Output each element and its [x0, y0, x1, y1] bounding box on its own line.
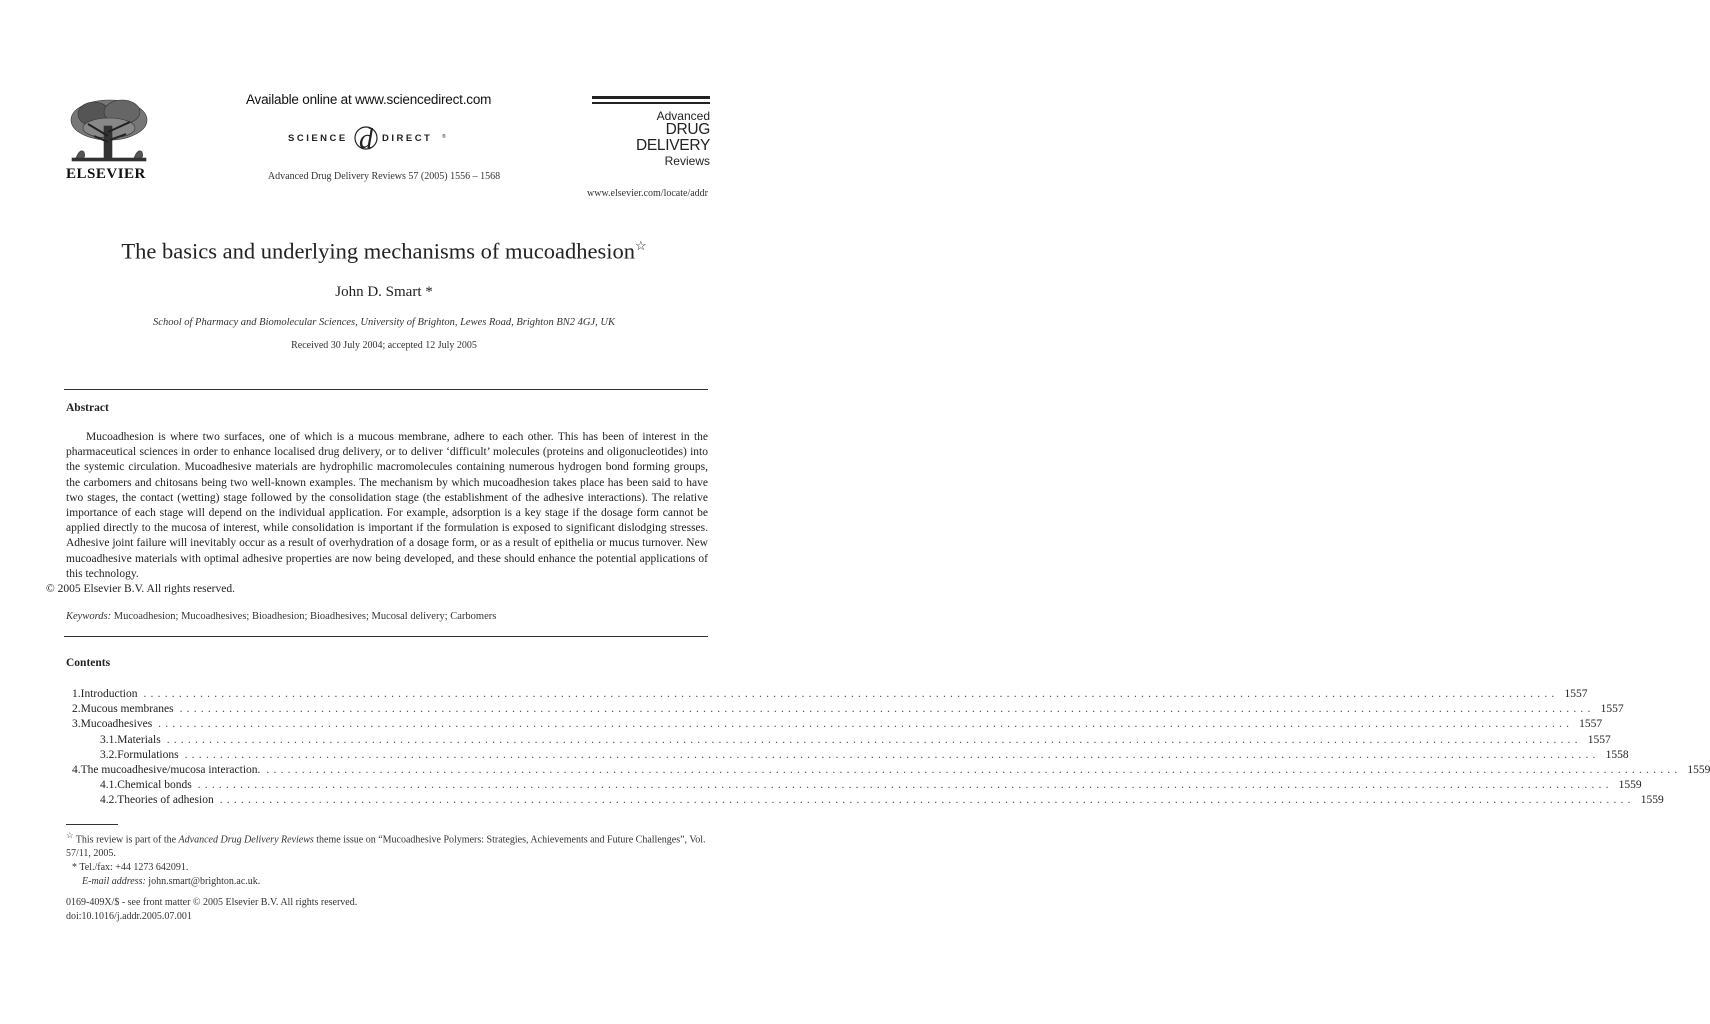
- toc-page-number: 1557: [1600, 703, 1624, 716]
- toc-row[interactable]: [72, 763, 1710, 778]
- keywords-list: Mucoadhesion; Mucoadhesives; Bioadhesion; Bioadhesives; Mucosal delivery; Carbomers: [113, 611, 497, 622]
- logo-bar: [592, 102, 710, 104]
- available-online-text: Available online at www.sciencedirect.com: [246, 92, 492, 107]
- footnote-star-mark: ☆: [66, 831, 74, 840]
- sd-logo-mark: d: [359, 124, 373, 155]
- toc-leader-dots: ........................................................................................................................................................................................................: [219, 794, 1635, 807]
- journal-logo-text: [592, 110, 710, 168]
- logo-bar: [592, 96, 710, 99]
- footnote-corresponding: [66, 861, 708, 875]
- sd-logo-direct: DIRECT: [382, 133, 433, 144]
- toc-row[interactable]: [72, 687, 1588, 702]
- toc-page-number: 1557: [1564, 688, 1588, 700]
- toc-number: 4.1.: [100, 779, 118, 792]
- email-label: E-mail address:: [82, 876, 146, 888]
- article-title: [0, 238, 768, 265]
- journal-logo-line1: Advanced: [656, 108, 710, 123]
- footnote-review-pre: This review is part of the: [75, 834, 177, 846]
- footnote-corr-mark: *: [72, 862, 77, 874]
- toc-leader-dots: ........................................................................................................................................................................................................: [266, 763, 1682, 776]
- abstract-text: Mucoadhesion is where two surfaces, one of which is a mucous membrane, adhere to each other. This has been of interest in the pharmaceutical sciences in order to enhance localised drug delivery, or to deliver ‘difficult’ molecules (proteins and oligonucleotides) into the systemic circulation. Mucoadhesive materials are hydrophilic macromolecules containing numerous hydrogen bond forming groups, the carbomers and chitosans being two well-known examples. The mechanism by which mucoadhesion takes place has been said to have two stages, the contact (wetting) stage followed by the consolidation stage (the establishment of the adhesive interactions). The relative importance of each stage will depend on the individual application. For example, adsorption is a key stage if the dosage form cannot be applied directly to the mucosa of interest, while consolidation is important if the formulation is exposed to significant dislodging stresses. Adhesive joint failure will inevitably occur as a result of overhydration of a dosage form, or as a result of epithelia or mucus turnover. New mucoadhesive materials with optimal adhesive properties are now being developed, and these should enhance the potential applications of this technology.: [66, 431, 708, 580]
- footnote-email: [66, 875, 708, 889]
- journal-url[interactable]: www.elsevier.com/locate/addr: [587, 188, 708, 199]
- footnote-review-post: theme issue on “Mucoadhesive Polymers: Strategies, Achievements and Future Challenges”, Vol. 57/11, 2005.: [66, 834, 706, 860]
- publisher-name: ELSEVIER: [66, 166, 146, 182]
- title-footnote-mark[interactable]: ☆: [634, 238, 647, 253]
- journal-logo-line3: Reviews: [664, 153, 710, 168]
- toc-leader-dots: ........................................................................................................................................................................................................: [143, 688, 1559, 700]
- toc-number: 3.: [72, 718, 81, 731]
- sciencedirect-logo: [246, 112, 486, 158]
- footnote-review-journal: Advanced Drug Delivery Reviews: [178, 834, 314, 846]
- toc-number: 4.: [72, 763, 81, 776]
- toc-row[interactable]: [72, 733, 1611, 748]
- toc-label[interactable]: Introduction: [80, 688, 138, 700]
- toc-number: 2.: [72, 703, 81, 716]
- toc-number: 1.: [72, 688, 81, 700]
- sd-logo-science: SCIENCE: [288, 133, 348, 144]
- author-name: John D. Smart: [335, 284, 422, 300]
- author-footnote-mark[interactable]: *: [425, 284, 433, 300]
- footnote-review: [66, 829, 708, 861]
- toc-page-number: 1559: [1640, 794, 1664, 807]
- footnote-tel: Tel./fax: +44 1273 642091.: [79, 862, 189, 874]
- table-of-contents: [72, 687, 1710, 809]
- divider: [64, 389, 708, 390]
- abstract-copyright: © 2005 Elsevier B.V. All rights reserved.: [46, 583, 235, 596]
- toc-label[interactable]: Theories of adhesion: [117, 794, 214, 807]
- toc-leader-dots: ........................................................................................................................................................................................................: [166, 733, 1582, 746]
- toc-row[interactable]: [72, 778, 1642, 793]
- journal-logo-line2: DRUG DELIVERY: [636, 121, 710, 155]
- toc-row[interactable]: [72, 748, 1629, 763]
- affiliation: School of Pharmacy and Biomolecular Sciences, University of Brighton, Lewes Road, Brighton BN2 4GJ, UK: [153, 317, 615, 328]
- toc-number: 4.2.: [100, 794, 118, 807]
- toc-row[interactable]: [72, 717, 1603, 732]
- toc-page-number: 1558: [1605, 748, 1629, 761]
- elsevier-tree-logo: [64, 96, 154, 168]
- divider: [64, 636, 708, 637]
- toc-page-number: 1557: [1587, 733, 1611, 746]
- toc-label[interactable]: Formulations: [117, 748, 179, 761]
- toc-leader-dots: ........................................................................................................................................................................................................: [179, 703, 1595, 716]
- journal-citation: Advanced Drug Delivery Reviews 57 (2005) 1556 – 1568: [267, 171, 501, 182]
- author: [0, 284, 768, 301]
- abstract-body: [46, 430, 708, 597]
- footnote-rule: [66, 824, 118, 825]
- footnotes: [66, 829, 708, 889]
- toc-number: 3.1.: [100, 733, 118, 746]
- toc-leader-dots: ........................................................................................................................................................................................................: [158, 718, 1574, 731]
- toc-page-number: 1559: [1618, 779, 1642, 792]
- toc-leader-dots: ........................................................................................................................................................................................................: [184, 748, 1600, 761]
- toc-label[interactable]: The mucoadhesive/mucosa interaction.: [80, 763, 261, 776]
- toc-page-number: 1559: [1687, 763, 1710, 776]
- page-bottom: [66, 896, 357, 924]
- title-text: The basics and underlying mechanisms of mucoadhesion: [121, 238, 635, 264]
- contents-heading: Contents: [66, 657, 111, 669]
- toc-leader-dots: ........................................................................................................................................................................................................: [197, 779, 1613, 792]
- keywords: [66, 611, 496, 622]
- issn-line: 0169-409X/$ - see front matter © 2005 Elsevier B.V. All rights reserved.: [66, 897, 358, 908]
- toc-row[interactable]: [72, 702, 1624, 717]
- toc-label[interactable]: Mucous membranes: [80, 703, 174, 716]
- toc-label[interactable]: Materials: [117, 733, 161, 746]
- keywords-label: Keywords:: [66, 611, 112, 622]
- received-dates: Received 30 July 2004; accepted 12 July 2005: [291, 340, 477, 351]
- toc-label[interactable]: Mucoadhesives: [80, 718, 153, 731]
- toc-row[interactable]: [72, 793, 1664, 808]
- journal-logo: [592, 96, 710, 167]
- sd-logo-reg: ®: [442, 134, 446, 140]
- abstract-heading: Abstract: [66, 402, 109, 414]
- toc-page-number: 1557: [1579, 718, 1603, 731]
- toc-number: 3.2.: [100, 748, 118, 761]
- toc-label[interactable]: Chemical bonds: [117, 779, 192, 792]
- doi-line[interactable]: doi:10.1016/j.addr.2005.07.001: [66, 911, 192, 922]
- email-address[interactable]: john.smart@brighton.ac.uk.: [148, 876, 261, 888]
